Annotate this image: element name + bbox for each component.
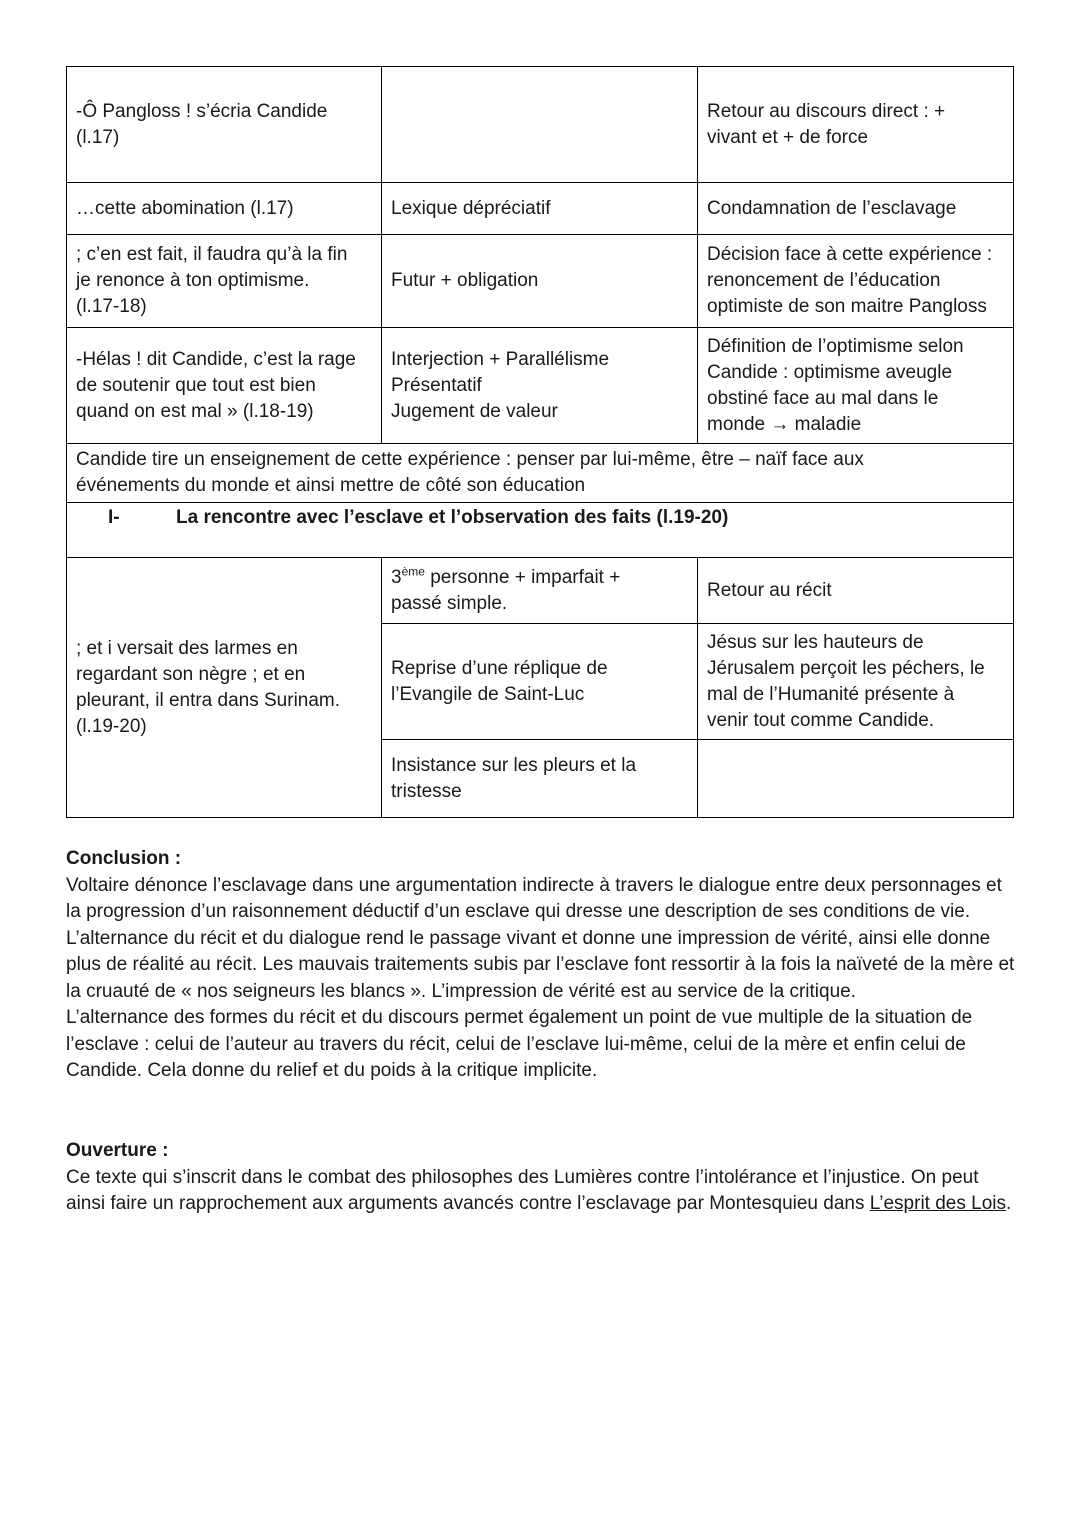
ouverture-paragraph: Ce texte qui s’inscrit dans le combat des philosophes des Lumières contre l’intolérance et l’injustice. On peut ainsi faire un rapprochement aux arguments avancés contre l’esclavage par Montesquieu dans L’esprit des Lois. [66, 1166, 1012, 1214]
table-row [67, 235, 1014, 328]
table-row [67, 328, 1014, 444]
device-cell [382, 67, 698, 183]
ouverture-section [66, 1138, 1016, 1218]
summary-row [67, 444, 1014, 503]
quote-cell: -Ô Pangloss ! s’écria Candide (l.17) [67, 67, 382, 183]
section-heading-cell [67, 503, 1014, 558]
arrow-right-icon: → [770, 413, 790, 435]
interpretation-cell: Définition de l’optimisme selon Candide : optimisme aveugle obstiné face au mal dans le monde → maladie [698, 328, 1014, 444]
table-row [67, 67, 1014, 183]
device-cell: 3ème personne + imparfait + passé simple. [382, 558, 698, 624]
device-cell: Interjection + Parallélisme Présentatif Jugement de valeur [382, 328, 698, 444]
section-number: I- [108, 507, 120, 528]
interpretation-cell: Jésus sur les hauteurs de Jérusalem perçoit les péchers, le mal de l’Humanité présente à venir tout comme Candide. [698, 624, 1014, 740]
section-row [67, 503, 1014, 558]
table-row [67, 183, 1014, 235]
analysis-table [66, 66, 1014, 818]
table-row [67, 558, 1014, 624]
interpretation-cell: Retour au discours direct : + vivant et + de force [698, 67, 1014, 183]
conclusion-heading: Conclusion : [66, 848, 182, 869]
ouverture-heading: Ouverture : [66, 1140, 169, 1161]
interpretation-cell: Retour au récit [698, 558, 1014, 624]
section-title: La rencontre avec l’esclave et l’observation des faits (l.19-20) [176, 507, 729, 528]
device-cell: Reprise d’une réplique de l’Evangile de Saint-Luc [382, 624, 698, 740]
book-title: L’esprit des Lois [869, 1193, 1006, 1214]
quote-cell: …cette abomination (l.17) [67, 183, 382, 235]
interpretation-cell [698, 740, 1014, 818]
device-cell: Lexique dépréciatif [382, 183, 698, 235]
interpretation-cell: Décision face à cette expérience : renoncement de l’éducation optimiste de son maitre Pangloss [698, 235, 1014, 328]
device-cell: Futur + obligation [382, 235, 698, 328]
conclusion-paragraph: Voltaire dénonce l’esclavage dans une argumentation indirecte à travers le dialogue entre deux personnages et la progression d’un raisonnement déductif d’un esclave qui dresse une description de ses conditions de vie. L’alternance du récit et du dialogue rend le passage vivant et donne une impression de vérité, ainsi elle donne plus de réalité au récit. Les mauvais traitements subis par l’esclave font ressortir à la fois la naïveté de la mère et la cruauté de « nos seigneurs les blancs ». L’impression de vérité est au service de la critique. [66, 874, 1015, 1002]
conclusion-paragraph: L’alternance des formes du récit et du discours permet également un point de vue multiple de la situation de l’esclave : celui de l’auteur au travers du récit, celui de l’esclave lui-même, celui de la mère et enfin celui de Candide. Cela donne du relief et du poids à la critique implicite. [66, 1007, 973, 1081]
quote-cell: ; et i versait des larmes en regardant son nègre ; et en pleurant, il entra dans Surinam. (l.19-20) [67, 558, 382, 818]
interpretation-cell: Condamnation de l’esclavage [698, 183, 1014, 235]
device-cell: Insistance sur les pleurs et la tristesse [382, 740, 698, 818]
conclusion-section [66, 846, 1016, 1085]
quote-cell: -Hélas ! dit Candide, c’est la rage de soutenir que tout est bien quand on est mal » (l.18-19) [67, 328, 382, 444]
quote-cell: ; c’en est fait, il faudra qu’à la fin je renonce à ton optimisme. (l.17-18) [67, 235, 382, 328]
summary-cell: Candide tire un enseignement de cette expérience : penser par lui-même, être – naïf face aux événements du monde et ainsi mettre de côté son éducation [67, 444, 1014, 503]
